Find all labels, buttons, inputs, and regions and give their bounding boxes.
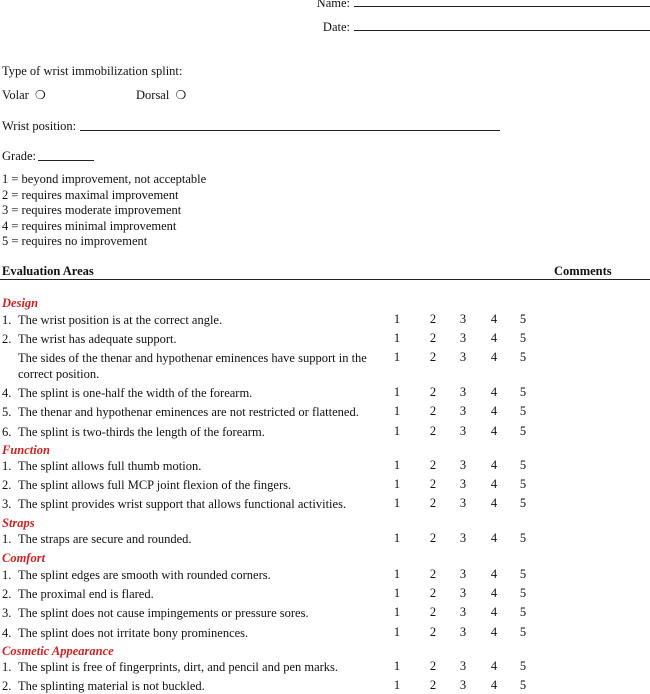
splint-type-question: Type of wrist immobilization splint: — [2, 64, 183, 78]
rating-option[interactable]: 3 — [459, 586, 467, 600]
rating-option[interactable]: 5 — [519, 312, 527, 326]
rating-option[interactable]: 4 — [490, 605, 498, 619]
rating-option[interactable]: 3 — [459, 567, 467, 581]
rating-option[interactable]: 2 — [429, 678, 437, 692]
rating-option[interactable]: 5 — [519, 567, 527, 581]
rating-scale[interactable] — [392, 605, 532, 621]
name-field[interactable] — [354, 6, 650, 7]
rating-scale[interactable] — [392, 424, 532, 440]
wrist-position-label: Wrist position: — [2, 119, 77, 133]
rating-option[interactable]: 3 — [459, 331, 467, 345]
rating-option[interactable]: 4 — [490, 659, 498, 673]
rating-option[interactable]: 4 — [490, 567, 498, 581]
rating-option[interactable]: 1 — [393, 477, 401, 491]
grade-scale-5: 5 = requires no improvement — [2, 234, 148, 248]
rating-option[interactable]: 3 — [459, 477, 467, 491]
rating-option[interactable]: 2 — [429, 605, 437, 619]
rating-option[interactable]: 1 — [393, 350, 401, 364]
rating-option[interactable]: 2 — [429, 458, 437, 472]
rating-scale[interactable] — [392, 331, 532, 347]
rating-option[interactable]: 3 — [459, 312, 467, 326]
list-item: The sides of the thenar and hypothenar eminences have support in the correct position. — [18, 351, 367, 381]
date-label: Date: — [322, 20, 350, 34]
rating-option[interactable]: 5 — [519, 659, 527, 673]
rating-option[interactable]: 1 — [393, 625, 401, 639]
list-item: 1. The splint is free of fingerprints, dirt, and pencil and pen marks. — [2, 660, 339, 674]
rating-option[interactable]: 2 — [429, 531, 437, 545]
list-item: 3. The splint does not cause impingements or pressure sores. — [2, 606, 309, 620]
rating-option[interactable]: 2 — [429, 659, 437, 673]
rating-option[interactable]: 2 — [429, 404, 437, 418]
list-item: 2. The splinting material is not buckled. — [2, 679, 205, 693]
rating-scale[interactable] — [392, 477, 532, 493]
rating-option[interactable]: 4 — [490, 586, 498, 600]
comments-heading: Comments — [554, 264, 612, 278]
rating-option[interactable]: 3 — [459, 385, 467, 399]
rating-option[interactable]: 4 — [490, 678, 498, 692]
rating-option[interactable]: 5 — [519, 625, 527, 639]
rating-option[interactable]: 1 — [393, 385, 401, 399]
rating-option[interactable]: 2 — [429, 424, 437, 438]
rating-option[interactable]: 4 — [490, 531, 498, 545]
rating-option[interactable]: 5 — [519, 424, 527, 438]
rating-option[interactable]: 4 — [490, 458, 498, 472]
rating-option[interactable]: 5 — [519, 678, 527, 692]
rating-scale[interactable] — [392, 567, 532, 583]
rating-option[interactable]: 4 — [490, 477, 498, 491]
rating-option[interactable]: 5 — [519, 385, 527, 399]
rating-scale[interactable] — [392, 625, 532, 641]
section-title-comfort: Comfort — [2, 551, 46, 565]
header-divider — [0, 279, 650, 280]
rating-option[interactable]: 3 — [459, 350, 467, 364]
rating-option[interactable]: 2 — [429, 350, 437, 364]
rating-option[interactable]: 5 — [519, 477, 527, 491]
rating-option[interactable]: 1 — [393, 605, 401, 619]
list-item: 2. The wrist has adequate support. — [2, 332, 177, 346]
grade-scale-4: 4 = requires minimal improvement — [2, 219, 177, 233]
rating-scale[interactable] — [392, 404, 532, 420]
list-item: 4. The splint does not irritate bony prominences. — [2, 626, 249, 640]
rating-scale[interactable] — [392, 385, 532, 401]
dorsal-option[interactable] — [136, 88, 186, 103]
list-item: 1. The straps are secure and rounded. — [2, 532, 192, 546]
list-item: 1. The splint edges are smooth with rounded corners. — [2, 568, 271, 582]
rating-scale[interactable] — [392, 350, 532, 366]
list-item: 5. The thenar and hypothenar eminences are not restricted or flattened. — [2, 405, 359, 419]
rating-option[interactable]: 3 — [459, 424, 467, 438]
rating-option[interactable]: 4 — [490, 385, 498, 399]
rating-option[interactable]: 2 — [429, 567, 437, 581]
rating-option[interactable]: 1 — [393, 567, 401, 581]
dorsal-label: Dorsal — [136, 88, 170, 102]
section-title-function: Function — [2, 443, 50, 457]
section-title-cosmetic-appearance: Cosmetic Appearance — [2, 644, 114, 658]
rating-scale[interactable] — [392, 678, 532, 694]
rating-option[interactable]: 2 — [429, 496, 437, 510]
rating-option[interactable]: 1 — [393, 458, 401, 472]
grade-scale-3: 3 = requires moderate improvement — [2, 203, 182, 217]
list-item: 1. The splint allows full thumb motion. — [2, 459, 202, 473]
rating-option[interactable]: 1 — [393, 659, 401, 673]
rating-option[interactable]: 4 — [490, 496, 498, 510]
rating-option[interactable]: 4 — [490, 350, 498, 364]
rating-option[interactable]: 2 — [429, 586, 437, 600]
rating-option[interactable]: 1 — [393, 586, 401, 600]
rating-option[interactable]: 4 — [490, 625, 498, 639]
rating-option[interactable]: 5 — [519, 331, 527, 345]
rating-option[interactable]: 1 — [393, 331, 401, 345]
volar-option[interactable] — [2, 88, 46, 103]
radio-circle-icon[interactable]: ❍ — [175, 88, 187, 102]
rating-option[interactable]: 3 — [459, 458, 467, 472]
grade-label: Grade: — [2, 149, 37, 163]
radio-circle-icon[interactable]: ❍ — [34, 88, 46, 102]
list-item: 4. The splint is one-half the width of the forearm. — [2, 386, 253, 400]
rating-option[interactable]: 1 — [393, 531, 401, 545]
list-item: 2. The splint allows full MCP joint flexion of the fingers. — [2, 478, 292, 492]
rating-option[interactable]: 2 — [429, 312, 437, 326]
grade-field[interactable] — [38, 160, 94, 161]
rating-scale[interactable] — [392, 586, 532, 602]
rating-option[interactable]: 5 — [519, 458, 527, 472]
evaluation-areas-heading: Evaluation Areas — [2, 264, 94, 278]
rating-option[interactable]: 1 — [393, 678, 401, 692]
rating-scale[interactable] — [392, 496, 532, 512]
rating-option[interactable]: 4 — [490, 331, 498, 345]
rating-option[interactable]: 1 — [393, 404, 401, 418]
rating-option[interactable]: 3 — [459, 625, 467, 639]
rating-scale[interactable] — [392, 458, 532, 474]
grade-scale-1: 1 = beyond improvement, not acceptable — [2, 172, 207, 186]
name-label: Name: — [316, 0, 350, 10]
rating-option[interactable]: 3 — [459, 605, 467, 619]
date-field[interactable] — [354, 30, 650, 31]
list-item: 6. The splint is two-thirds the length of the forearm. — [2, 425, 265, 439]
rating-option[interactable]: 3 — [459, 531, 467, 545]
rating-option[interactable]: 2 — [429, 625, 437, 639]
rating-option[interactable]: 2 — [429, 331, 437, 345]
rating-option[interactable]: 5 — [519, 496, 527, 510]
section-title-design: Design — [2, 296, 39, 310]
volar-label: Volar — [2, 88, 29, 102]
list-item: 1. The wrist position is at the correct angle. — [2, 313, 223, 327]
rating-option[interactable]: 4 — [490, 312, 498, 326]
rating-scale[interactable] — [392, 531, 532, 547]
rating-option[interactable]: 1 — [393, 496, 401, 510]
list-item: 2. The proximal end is flared. — [2, 587, 154, 601]
rating-option[interactable]: 5 — [519, 404, 527, 418]
rating-option[interactable]: 2 — [429, 477, 437, 491]
rating-option[interactable]: 5 — [519, 350, 527, 364]
rating-option[interactable]: 2 — [429, 385, 437, 399]
list-item: 3. The splint provides wrist support that allows functional activities. — [2, 497, 347, 511]
rating-option[interactable]: 3 — [459, 496, 467, 510]
rating-option[interactable]: 5 — [519, 586, 527, 600]
rating-option[interactable]: 5 — [519, 605, 527, 619]
section-title-straps: Straps — [2, 516, 35, 530]
wrist-position-field[interactable] — [80, 130, 500, 131]
rating-scale[interactable] — [392, 312, 532, 328]
grade-scale-2: 2 = requires maximal improvement — [2, 188, 179, 202]
rating-option[interactable]: 3 — [459, 678, 467, 692]
rating-option[interactable]: 4 — [490, 424, 498, 438]
rating-option[interactable]: 3 — [459, 659, 467, 673]
rating-option[interactable]: 1 — [393, 312, 401, 326]
rating-option[interactable]: 4 — [490, 404, 498, 418]
rating-option[interactable]: 1 — [393, 424, 401, 438]
rating-option[interactable]: 5 — [519, 531, 527, 545]
rating-option[interactable]: 3 — [459, 404, 467, 418]
rating-scale[interactable] — [392, 659, 532, 675]
